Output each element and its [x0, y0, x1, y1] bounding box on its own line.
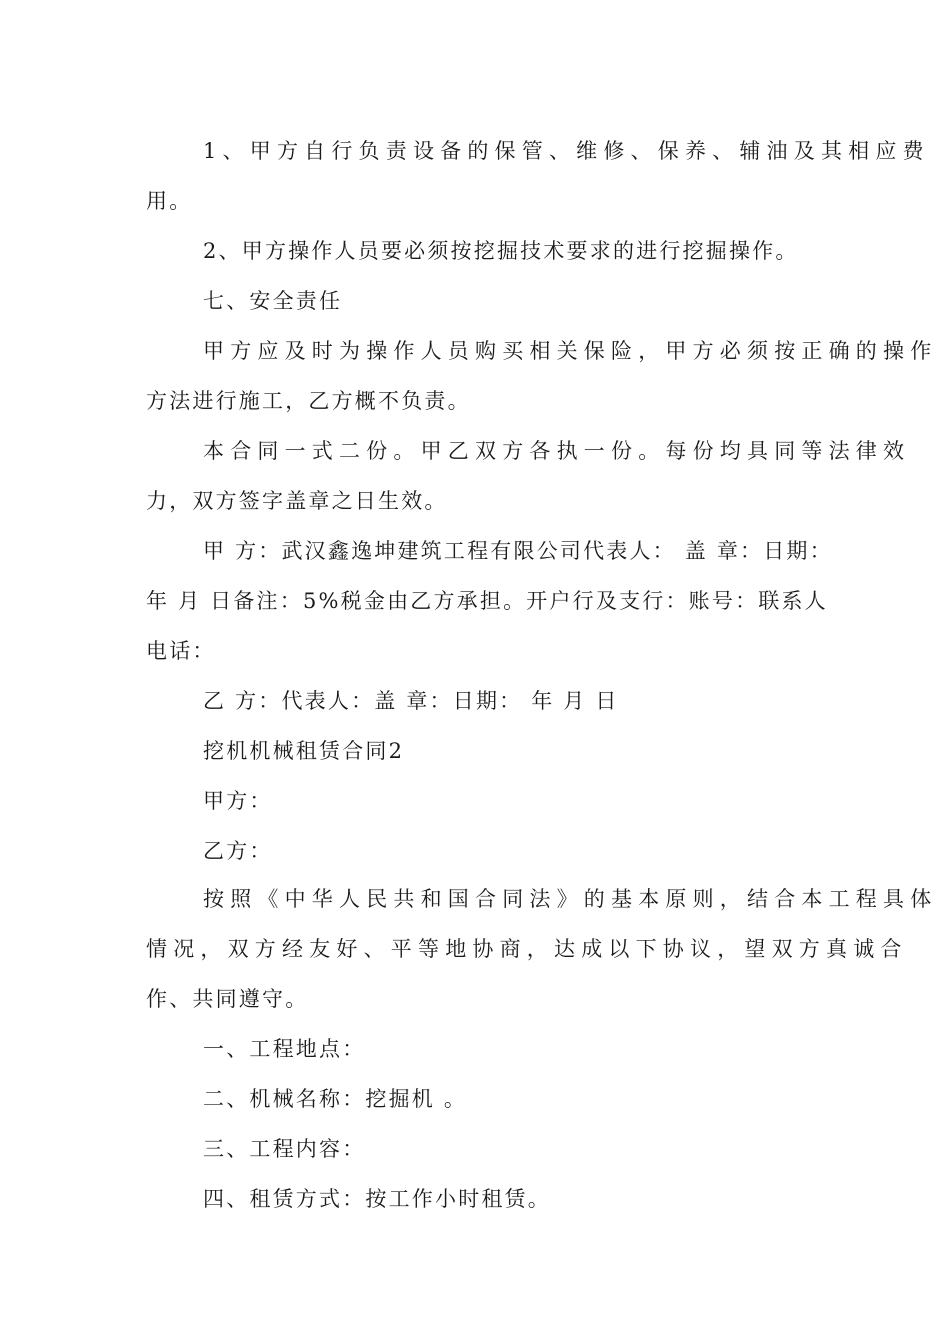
paragraph-line: 力，双方签字盖章之日生效。: [146, 489, 448, 513]
document-title: 挖机机械租赁合同2: [203, 739, 405, 763]
party-a-signature-line: 电话：: [146, 639, 216, 663]
party-a-signature-line: 年 月 日备注：5%税金由乙方承担。开户行及支行：账号：联系人: [146, 589, 828, 613]
section-heading: 七、安全责任: [203, 289, 343, 313]
clause-line: 二、机械名称：挖掘机 。: [203, 1087, 468, 1111]
paragraph-line: 作、共同遵守。: [146, 987, 309, 1011]
paragraph-line: 甲方应及时为操作人员购买相关保险，甲方必须按正确的操作: [203, 339, 938, 363]
party-b-label: 乙方：: [203, 839, 273, 863]
paragraph-line: 2、甲方操作人员要必须按挖掘技术要求的进行挖掘操作。: [203, 239, 799, 263]
clause-line: 四、租赁方式：按工作小时租赁。: [203, 1187, 551, 1211]
paragraph-line: 按照《中华人民共和国合同法》的基本原则，结合本工程具体: [203, 887, 938, 911]
paragraph-line: 1、甲方自行负责设备的保管、维修、保养、辅油及其相应费: [203, 139, 930, 163]
clause-line: 一、工程地点：: [203, 1037, 366, 1061]
clause-line: 三、工程内容：: [203, 1137, 366, 1161]
paragraph-line: 本合同一式二份。甲乙双方各执一份。每份均具同等法律效: [203, 439, 911, 463]
party-a-label: 甲方：: [203, 789, 273, 813]
paragraph-line: 用。: [146, 189, 193, 213]
party-b-signature-line: 乙 方：代表人：盖 章：日期： 年 月 日: [203, 689, 619, 713]
paragraph-line: 情况，双方经友好、平等地协商，达成以下协议，望双方真诚合: [146, 937, 908, 961]
paragraph-line: 方法进行施工，乙方概不负责。: [146, 389, 471, 413]
party-a-signature-line: 甲 方：武汉鑫逸坤建筑工程有限公司代表人： 盖 章：日期：: [203, 539, 833, 563]
